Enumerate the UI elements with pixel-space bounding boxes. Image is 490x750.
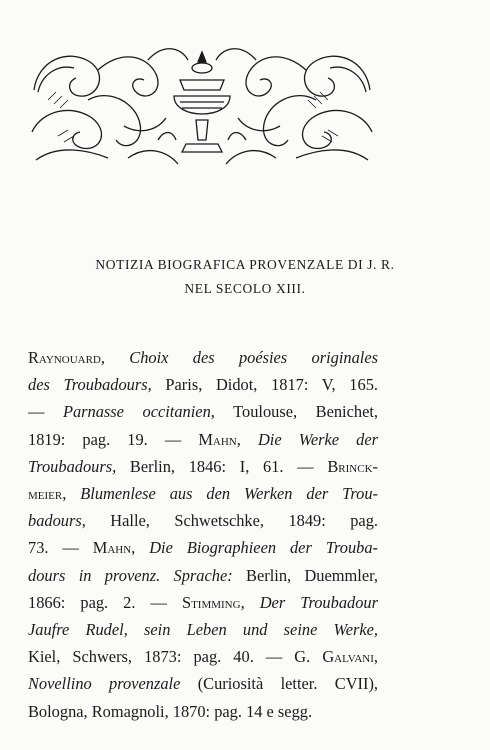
bibliography-line (28, 616, 378, 643)
citation-text: , (236, 429, 258, 449)
bibliography-line (28, 453, 378, 480)
work-title: Troubadours, (28, 456, 117, 476)
work-title: Jaufre Rudel, sein Leben und seine Werke, (28, 620, 378, 640)
citation-text: , (100, 348, 130, 367)
work-title: Blumenlese aus den Werken der Trou- (80, 484, 378, 504)
bibliography-line (28, 344, 378, 371)
citation-text: , (131, 538, 150, 558)
citation-text: 1819: pag. 19. — (28, 429, 199, 449)
author-name: Mahn (92, 538, 132, 558)
bibliography-line (28, 698, 378, 725)
citation-text: , (373, 647, 378, 667)
citation-text: , (62, 484, 81, 504)
bibliography-paragraph (28, 344, 378, 725)
work-title: Novellino provenzale (28, 674, 181, 694)
heading-line-1: NOTIZIA BIOGRAFICA PROVENZALE DI J. R. (95, 257, 395, 272)
citation-text: (Curiosità letter. CVII), (180, 674, 379, 694)
section-heading (0, 253, 490, 301)
author-name: Brinck- (327, 456, 378, 476)
citation-text: 73. — (28, 538, 93, 558)
bibliography-line (28, 562, 378, 589)
citation-text: , (240, 592, 260, 612)
work-title: badours (28, 511, 82, 531)
citation-text: — (28, 402, 63, 422)
bibliography-line (28, 398, 378, 425)
bibliography-line (28, 371, 378, 398)
work-title: Die Biographieen der Trouba- (149, 538, 378, 558)
citation-text: , Halle, Schwetschke, 1849: pag. (81, 511, 378, 531)
citation-text: , Paris, Didot, 1817: V, 165. (147, 375, 378, 395)
citation-text: Kiel, Schwers, 1873: pag. 40. — G. (28, 647, 323, 667)
author-name: meier (28, 484, 63, 504)
author-name: Raynouard (28, 348, 101, 367)
bibliography-line (28, 589, 378, 616)
citation-text: , Toulouse, Benichet, (210, 402, 378, 422)
work-title: Parnasse occitanien (62, 402, 211, 422)
bibliography-line (28, 643, 378, 670)
bibliography-line (28, 507, 378, 534)
author-name: Stimming (181, 592, 241, 612)
bibliography-line (28, 426, 378, 453)
work-title: Die Werke der (257, 429, 379, 449)
bibliography-line (28, 670, 378, 697)
citation-text: Berlin, Duemmler, (232, 565, 379, 585)
bibliography-line (28, 480, 378, 507)
citation-text: Bologna, Romagnoli, 1870: pag. 14 e segg. (28, 701, 313, 721)
work-title: Choix des poésies originales (129, 348, 378, 367)
work-title: Der Troubadour (259, 592, 378, 612)
citation-text: 1866: pag. 2. — (28, 592, 182, 612)
work-title: des Troubadours (28, 375, 148, 395)
author-name: Mahn (198, 429, 237, 449)
heading-line-2: NEL SECOLO XIII. (184, 281, 306, 296)
citation-text: Berlin, 1846: I, 61. — (116, 456, 328, 476)
bibliography-line (28, 534, 378, 561)
work-title: dours in provenz. Sprache: (28, 565, 233, 585)
author-name: Galvani (322, 647, 374, 667)
decorative-headpiece-ornament (28, 40, 376, 166)
